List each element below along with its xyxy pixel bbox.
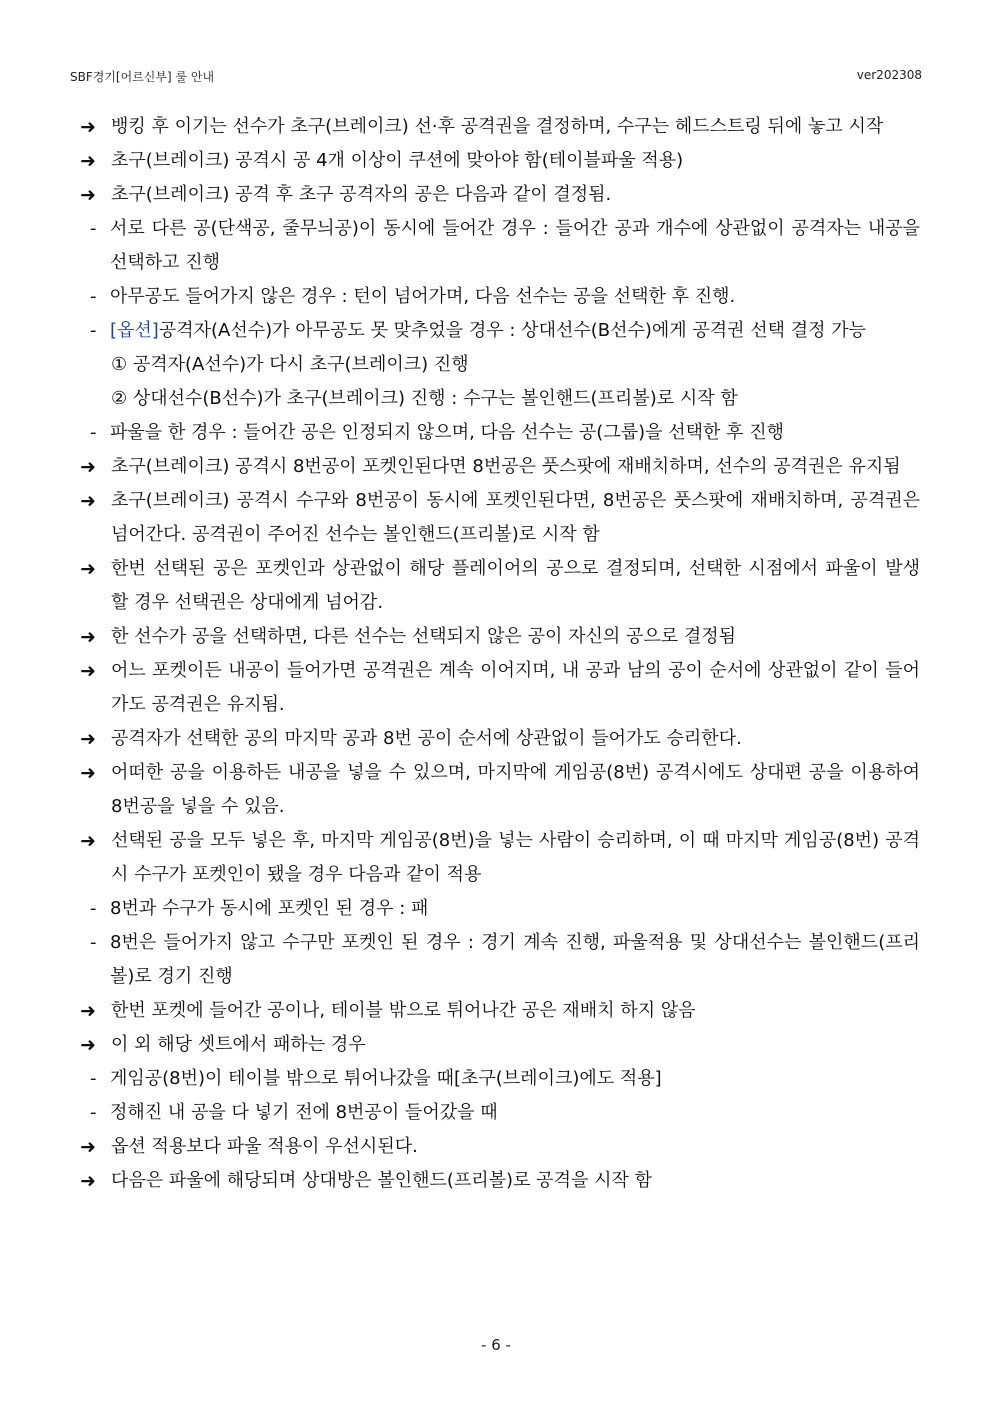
rule-text: 초구(브레이크) 공격시 공 4개 이상이 쿠션에 맞아야 함(테이블파울 적용) — [111, 150, 684, 171]
dash-bullet-icon: - — [90, 422, 97, 443]
arrow-bullet-icon: ➜ — [80, 558, 96, 580]
rule-text: 뱅킹 후 이기는 선수가 초구(브레이크) 선·후 공격권을 결정하며, 수구는 헤드스트링 뒤에 놓고 시작 — [111, 116, 884, 137]
rule-option — [78, 348, 920, 382]
rule-text: 게임공(8번)이 테이블 밖으로 튀어나갔을 때[초구(브레이크)에도 적용] — [110, 1068, 662, 1089]
option-tag: [옵션] — [110, 320, 159, 341]
rule-text: 공격자가 선택한 공의 마지막 공과 8번 공이 순서에 상관없이 들어가도 승리한다. — [111, 728, 742, 749]
rule-text: 어떠한 공을 이용하든 내공을 넣을 수 있으며, 마지막에 게임공(8번) 공격시에도 상대편 공을 이용하여 8번공을 넣을 수 있음. — [111, 762, 920, 817]
rule-text: 서로 다른 공(단색공, 줄무늬공)이 동시에 들어간 경우 : 들어간 공과 개수에 상관없이 공격자는 내공을 선택하고 진행 — [110, 218, 920, 273]
rule-text: 한 선수가 공을 선택하면, 다른 선수는 선택되지 않은 공이 자신의 공으로 결정됨 — [111, 626, 737, 647]
dash-bullet-icon: - — [90, 286, 97, 307]
rule-item — [78, 1130, 920, 1164]
rule-item — [78, 110, 920, 144]
rule-subitem — [78, 416, 920, 450]
rule-text: 정해진 내 공을 다 넣기 전에 8번공이 들어갔을 때 — [110, 1102, 498, 1123]
rule-item — [78, 1028, 920, 1062]
dash-bullet-icon: - — [90, 932, 97, 953]
rule-item — [78, 620, 920, 654]
rule-text: 아무공도 들어가지 않은 경우 : 턴이 넘어가며, 다음 선수는 공을 선택한 후 진행. — [110, 286, 736, 307]
rule-subitem — [78, 926, 920, 994]
rule-subitem — [78, 1096, 920, 1130]
rule-item — [78, 1164, 920, 1198]
rule-item — [78, 144, 920, 178]
rule-text: 어느 포켓이든 내공이 들어가면 공격권은 계속 이어지며, 내 공과 남의 공이 순서에 상관없이 같이 들어가도 공격권은 유지됨. — [111, 660, 920, 715]
rule-text: 한번 포켓에 들어간 공이나, 테이블 밖으로 튀어나간 공은 재배치 하지 않음 — [111, 1000, 696, 1021]
page-number: - 6 - — [481, 1336, 511, 1354]
rule-text: 8번과 수구가 동시에 포켓인 된 경우 : 패 — [110, 898, 429, 919]
rule-subitem — [78, 280, 920, 314]
arrow-bullet-icon: ➜ — [80, 116, 96, 138]
arrow-bullet-icon: ➜ — [80, 184, 96, 206]
arrow-bullet-icon: ➜ — [80, 728, 96, 750]
rule-text: 옵션 적용보다 파울 적용이 우선시된다. — [111, 1136, 418, 1157]
page-header — [70, 68, 922, 86]
rule-text: 이 외 해당 셋트에서 패하는 경우 — [111, 1034, 366, 1055]
arrow-bullet-icon: ➜ — [80, 1034, 96, 1056]
arrow-bullet-icon: ➜ — [80, 150, 96, 172]
rule-subitem — [78, 892, 920, 926]
rule-text: 한번 선택된 공은 포켓인과 상관없이 해당 플레이어의 공으로 결정되며, 선택한 시점에서 파울이 발생 할 경우 선택권은 상대에게 넘어감. — [111, 558, 920, 613]
arrow-bullet-icon: ➜ — [80, 1136, 96, 1158]
rule-text: 초구(브레이크) 공격 후 초구 공격자의 공은 다음과 같이 결정됨. — [111, 184, 612, 205]
arrow-bullet-icon: ➜ — [80, 456, 96, 478]
rule-item — [78, 654, 920, 722]
dash-bullet-icon: - — [90, 1068, 97, 1089]
rule-item — [78, 722, 920, 756]
rule-text: 공격자(A선수)가 아무공도 못 맞추었을 경우 : 상대선수(B선수)에게 공격권 선택 결정 가능 — [158, 320, 867, 341]
rule-item — [78, 756, 920, 824]
rule-item — [78, 824, 920, 892]
rule-subitem — [78, 212, 920, 280]
dash-bullet-icon: - — [90, 218, 97, 239]
rule-subitem — [78, 1062, 920, 1096]
dash-bullet-icon: - — [90, 898, 97, 919]
rule-item — [78, 994, 920, 1028]
rule-text: 파울을 한 경우 : 들어간 공은 인정되지 않으며, 다음 선수는 공(그룹)을 선택한 후 진행 — [110, 422, 785, 443]
rule-item — [78, 178, 920, 212]
arrow-bullet-icon: ➜ — [80, 1000, 96, 1022]
rule-item — [78, 450, 920, 484]
rule-subitem — [78, 314, 920, 348]
rules-list — [78, 110, 920, 1198]
rule-item — [78, 484, 920, 552]
rule-text: ② 상대선수(B선수)가 초구(브레이크) 진행 : 수구는 볼인핸드(프리볼)로 시작 함 — [111, 388, 738, 409]
rule-text: 다음은 파울에 해당되며 상대방은 볼인핸드(프리볼)로 공격을 시작 함 — [111, 1170, 652, 1191]
rule-item — [78, 552, 920, 620]
arrow-bullet-icon: ➜ — [80, 1170, 96, 1192]
arrow-bullet-icon: ➜ — [80, 830, 96, 852]
document-title: SBF경기[어르신부] 룰 안내 — [70, 70, 215, 84]
rule-option — [78, 382, 920, 416]
version-label: ver202308 — [856, 68, 922, 82]
rule-text: 8번은 들어가지 않고 수구만 포켓인 된 경우 : 경기 계속 진행, 파울적용 및 상대선수는 볼인핸드(프리볼)로 경기 진행 — [110, 932, 920, 987]
rule-text: 초구(브레이크) 공격시 8번공이 포켓인된다면 8번공은 풋스팟에 재배치하며, 선수의 공격권은 유지됨 — [111, 456, 901, 477]
arrow-bullet-icon: ➜ — [80, 762, 96, 784]
rule-text: 선택된 공을 모두 넣은 후, 마지막 게임공(8번)을 넣는 사람이 승리하며, 이 때 마지막 게임공(8번) 공격시 수구가 포켓인이 됐을 경우 다음과 같이 적용 — [111, 830, 920, 885]
arrow-bullet-icon: ➜ — [80, 660, 96, 682]
dash-bullet-icon: - — [90, 320, 97, 341]
arrow-bullet-icon: ➜ — [80, 490, 96, 512]
dash-bullet-icon: - — [90, 1102, 97, 1123]
rule-text: ① 공격자(A선수)가 다시 초구(브레이크) 진행 — [111, 354, 469, 375]
arrow-bullet-icon: ➜ — [80, 626, 96, 648]
rule-text: 초구(브레이크) 공격시 수구와 8번공이 동시에 포켓인된다면, 8번공은 풋스팟에 재배치하며, 공격권은 넘어간다. 공격권이 주어진 선수는 볼인핸드(프리볼)로 시작 함 — [111, 490, 920, 545]
